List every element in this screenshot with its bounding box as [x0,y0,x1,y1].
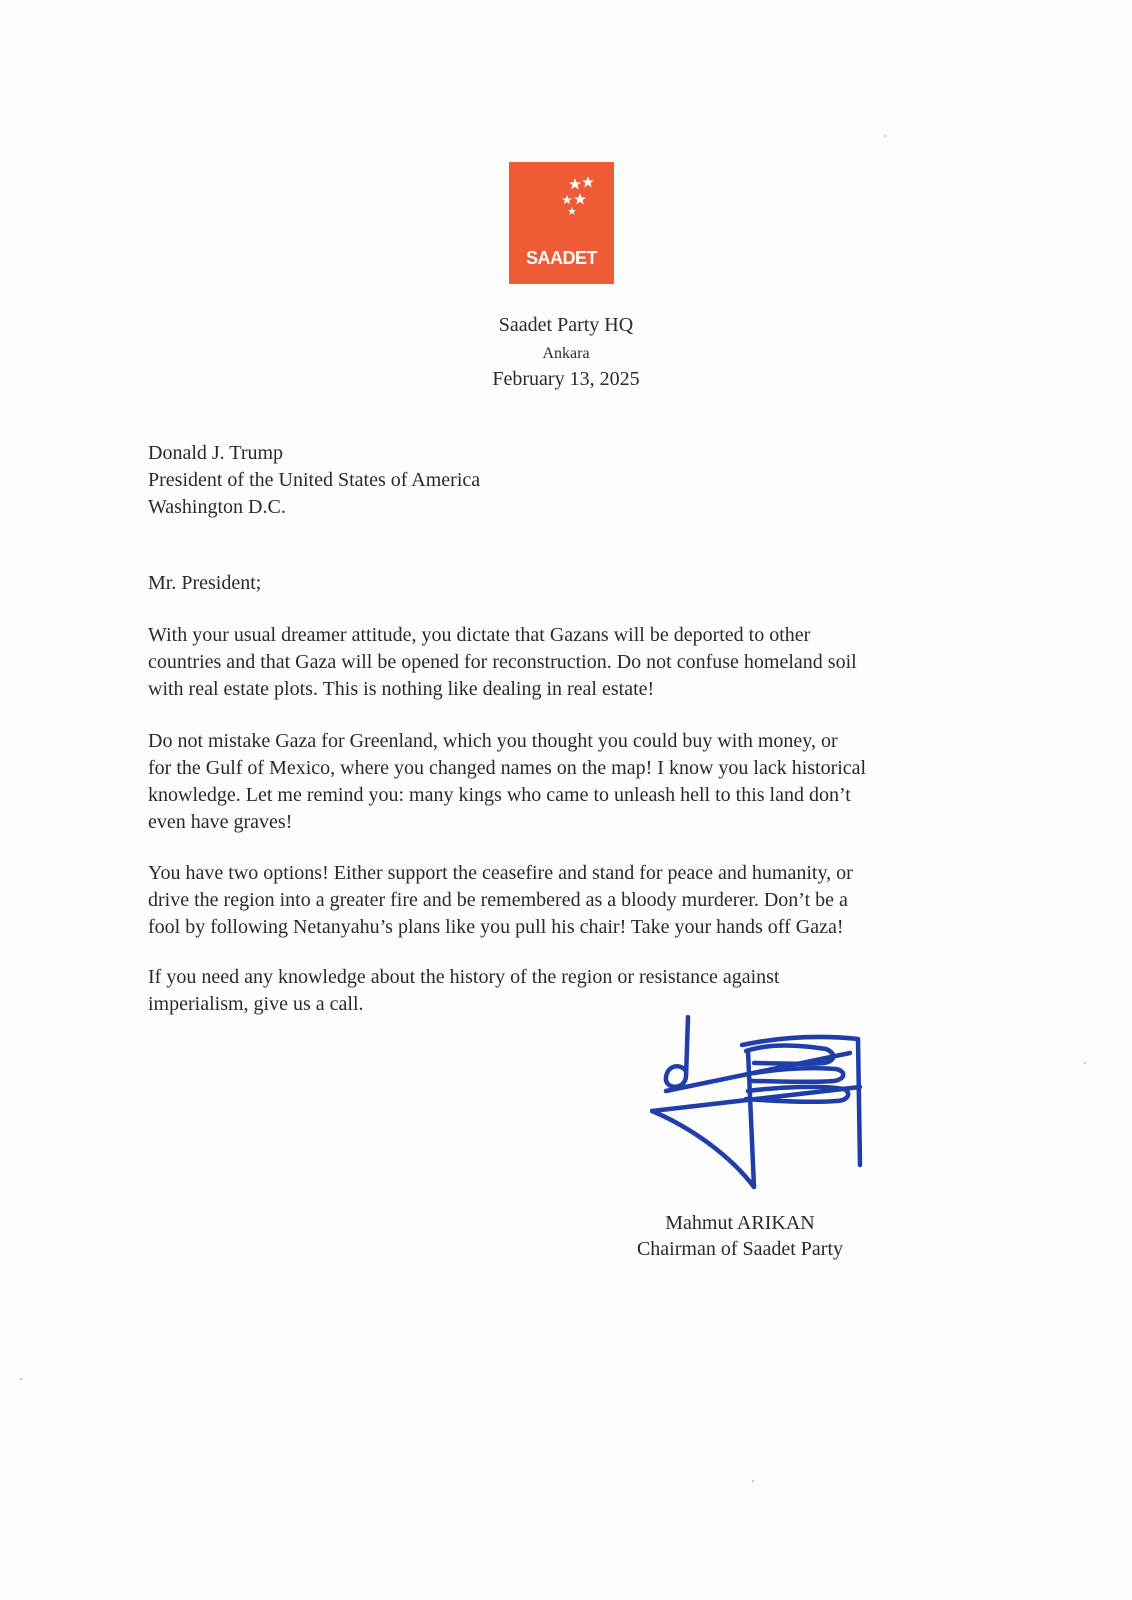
paragraph-1 [148,622,948,703]
paragraph-line: Do not mistake Gaza for Greenland, which you thought you could buy with money, or [148,730,838,752]
recipient-name: Donald J. Trump [148,442,284,464]
scan-speck [20,1378,22,1380]
paragraph-2 [148,728,948,836]
paragraph-line: countries and that Gaza will be opened for reconstruction. Do not confuse homeland soil [148,651,857,673]
scan-speck [752,1480,754,1482]
recipient-title: President of the United States of America [148,469,481,491]
paragraph-line: You have two options! Either support the ceasefire and stand for peace and humanity, or [148,862,853,884]
paragraph-4 [148,964,948,1018]
recipient-location: Washington D.C. [148,496,286,518]
letter-date: February 13, 2025 [492,368,640,390]
signer-name: Mahmut ARIKAN [665,1212,815,1234]
sender-city: Ankara [542,345,590,362]
paragraph-line: even have graves! [148,811,293,833]
paragraph-line: If you need any knowledge about the history of the region or resistance against [148,966,780,988]
sender-org: Saadet Party HQ [498,314,634,336]
logo-text: SAADET [525,248,597,268]
signer-title: Chairman of Saadet Party [636,1238,844,1260]
paragraph-line: with real estate plots. This is nothing like dealing in real estate! [148,678,655,700]
paragraph-line: knowledge. Let me remind you: many kings who came to unleash hell to this land don’t [148,784,851,806]
paragraph-line: fool by following Netanyahu’s plans like you pull his chair! Take your hands off Gaza! [148,916,844,938]
salutation: Mr. President; [148,572,262,594]
paragraph-3 [148,860,948,941]
scan-speck [884,135,886,137]
saadet-logo [509,162,614,284]
handwritten-signature [650,1015,890,1205]
scan-speck [1084,1062,1086,1064]
paragraph-line: drive the region into a greater fire and be remembered as a bloody murderer. Don’t be a [148,889,848,911]
paragraph-line: for the Gulf of Mexico, where you changed names on the map! I know you lack historical [148,757,867,779]
paragraph-line: With your usual dreamer attitude, you dictate that Gazans will be deported to other [148,624,811,646]
recipient-address [148,440,480,521]
paragraph-line: imperialism, give us a call. [148,993,364,1015]
